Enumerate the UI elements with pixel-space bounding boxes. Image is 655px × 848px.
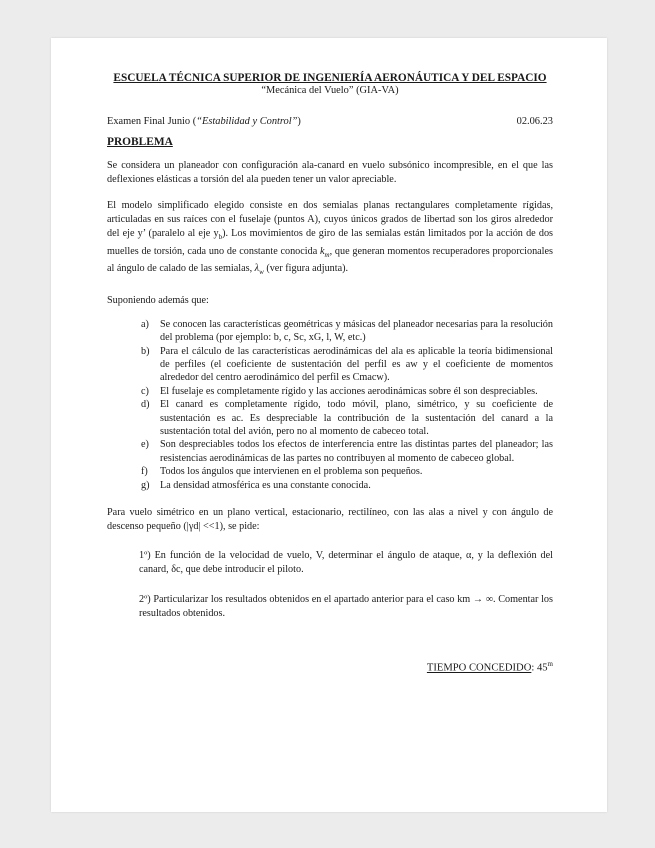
exam-title: Examen Final Junio (“Estabilidad y Control”) [107,116,301,127]
question-1: 1º) En función de la velocidad de vuelo, V, determinar el ángulo de ataque, α, y la deflexión del canard, δc, que debe introducir el piloto. [139,550,553,576]
suppose-line: Suponiendo además que: [107,295,209,307]
school-title: ESCUELA TÉCNICA SUPERIOR DE INGENIERÍA AERONÁUTICA Y DEL ESPACIO [113,72,547,84]
list-item: g) La densidad atmosférica es una constante conocida. [141,479,371,491]
intro-paragraph: Se considera un planeador con configuración ala-canard en vuelo subsónico incompresible, en el que las deflexiones elásticas a torsión del ala pueden tener un valor apreciable. [107,160,553,185]
list-item: d) El canard es completamente rígido, todo móvil, plano, simétrico, y su coeficiente de sustentación es ac. Es despreciable la contribución de la sustentación del canard a la sustentación total del avión, pero no al momento de cabeceo total. [141,399,553,437]
page-content [107,72,554,674]
spring-constant-symbol: $k_m$ [320,245,330,259]
list-item: f) Todos los ángulos que intervienen en el problema son pequeños. [141,466,423,478]
wing-angle-symbol: $\lambda_w$ [254,263,264,277]
problem-heading: PROBLEMA [107,136,173,148]
time-allowed: TIEMPO CONCEDIDO: 45$^m$ [426,660,553,674]
exam-page [51,38,607,812]
question-2: 2º) Particularizar los resultados obtenidos en el apartado anterior para el caso km → ∞. Comentar los resultados obtenidos. [139,593,553,619]
list-item: b) Para el cálculo de las características aerodinámicas del ala es aplicable la teoría bidimensional de perfiles (el coeficiente de sustentación del perfil es aw y el coeficiente de momentos alrededor del centro aerodinámico del perfil es Cmacw). [141,345,553,384]
exam-info-row [107,116,553,127]
list-item: a) Se conocen las características geométricas y másicas del planeador necesarias para la resolución del problema (por ejemplo: b, c, Sc, xG, l, W, etc.) [141,318,553,344]
course-subtitle: “Mecánica del Vuelo” (GIA-VA) [261,85,399,96]
assumptions-list [141,318,553,492]
flight-conditions: Para vuelo simétrico en un plano vertical, estacionario, rectilíneo, con las alas a nivel y con ángulo de descenso pequeño (|γd| <<1), se pide: [107,507,553,532]
model-paragraph: El modelo simplificado elegido consiste en dos semialas planas rectangulares completamente rígidas, articuladas en sus raíces con el fuselaje (puntos A), cuyos únicos grados de libertad son los giros alrededor del eje y’ (paralelo al eje $y_b$). Los movimientos de giro de las semialas están limitados por la acción de dos muelles de torsión, cada uno de constante conocida $k_m$, que generan momentos recuperadores proporcionales al ángulo de calado de las semialas, $\lambda_w$ (ver figura adjunta). [107,200,554,277]
exam-date: 02.06.23 [516,116,553,127]
list-item: c) El fuselaje es completamente rígido y las acciones aerodinámicas sobre él son despreciables. [141,385,538,397]
list-item: e) Son despreciables todos los efectos de interferencia entre las distintas partes del planeador; las resistencias aerodinámicas de las partes no contribuyen al momento de cabeceo global. [141,439,553,464]
